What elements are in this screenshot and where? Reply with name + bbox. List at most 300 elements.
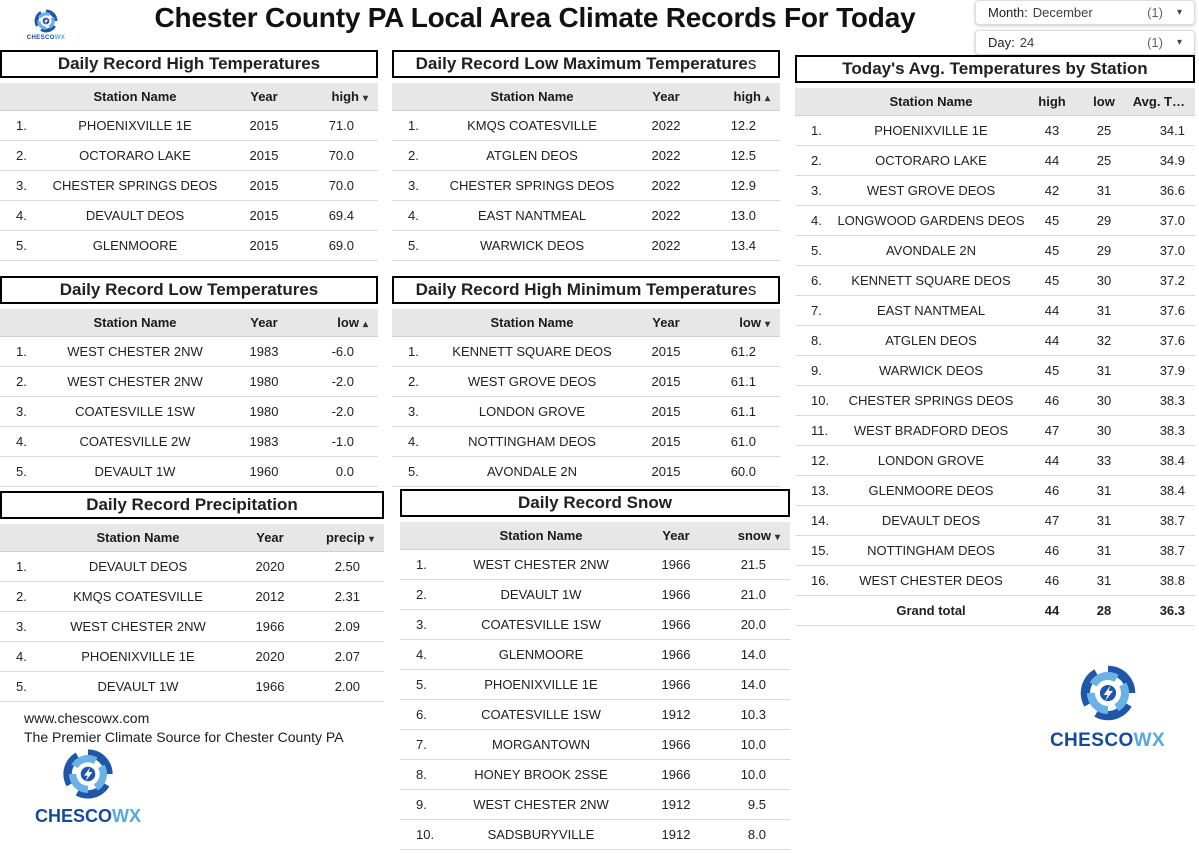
cell-avg: 38.3 <box>1129 385 1195 415</box>
cell-idx: 3. <box>400 609 442 639</box>
cell-idx: 5. <box>0 671 42 701</box>
year-column-header[interactable]: Year <box>228 309 300 336</box>
table-row <box>392 140 780 170</box>
cell-year: 1966 <box>640 669 712 699</box>
table-row <box>392 366 780 396</box>
cell-high: 47 <box>1025 505 1079 535</box>
cell-value: 21.5 <box>712 549 790 579</box>
cell-value: 61.1 <box>702 366 780 396</box>
cell-station: WEST CHESTER 2NW <box>442 549 640 579</box>
cell-year: 1980 <box>228 366 300 396</box>
cell-idx: 5. <box>0 456 42 486</box>
cell-idx: 4. <box>795 205 837 235</box>
cell-station: WEST BRADFORD DEOS <box>837 415 1025 445</box>
record-snow-table <box>400 489 790 850</box>
cell-avg: 37.0 <box>1129 205 1195 235</box>
cell-year: 2022 <box>630 140 702 170</box>
chescowx-logo-header <box>14 8 78 41</box>
filter-count: (1) <box>1147 35 1163 50</box>
cell-avg: 37.9 <box>1129 355 1195 385</box>
cell-high: 46 <box>1025 475 1079 505</box>
cell-low: 31 <box>1079 535 1129 565</box>
table-row <box>0 671 384 701</box>
cell-idx: 7. <box>400 729 442 759</box>
brand-text: CHESCOWX <box>1049 730 1166 751</box>
brand-text: CHESCOWX <box>26 35 66 41</box>
grand-total-row <box>795 595 1195 625</box>
cell-value: 70.0 <box>300 170 378 200</box>
cell-year: 1960 <box>228 456 300 486</box>
cell-year: 2015 <box>228 170 300 200</box>
record-high-table <box>0 50 378 261</box>
cell-value: 13.4 <box>702 230 780 260</box>
cell-station: NOTTINGHAM DEOS <box>837 535 1025 565</box>
cell-idx: 14. <box>795 505 837 535</box>
cell-year: 1966 <box>640 759 712 789</box>
cell-station: OCTORARO LAKE <box>837 145 1025 175</box>
index-column-header <box>0 524 42 551</box>
cell-year: 2022 <box>630 170 702 200</box>
cell-value: 12.5 <box>702 140 780 170</box>
cell-station: WEST CHESTER 2NW <box>42 336 228 366</box>
cell-idx: 2. <box>400 579 442 609</box>
cell-year: 2015 <box>630 366 702 396</box>
cell-year: 1966 <box>640 729 712 759</box>
index-column-header <box>795 88 837 115</box>
cell-year: 2015 <box>228 200 300 230</box>
table-row <box>0 200 378 230</box>
cell-station: DEVAULT DEOS <box>42 200 228 230</box>
cell-station: AVONDALE 2N <box>434 456 630 486</box>
table-row <box>795 145 1195 175</box>
table-row <box>795 295 1195 325</box>
cell-low: 29 <box>1079 235 1129 265</box>
cell-value: -2.0 <box>300 366 378 396</box>
cell-value: 69.0 <box>300 230 378 260</box>
cell-low: 31 <box>1079 175 1129 205</box>
table-row <box>0 140 378 170</box>
filter-label: Month: <box>988 5 1028 20</box>
cell-low: 30 <box>1079 265 1129 295</box>
value-column-header[interactable]: low ▴ <box>300 309 378 336</box>
cell-idx: 5. <box>795 235 837 265</box>
cell-idx: 4. <box>392 426 434 456</box>
cell-idx: 1. <box>392 336 434 366</box>
cell-station: LONDON GROVE <box>434 396 630 426</box>
station-column-header[interactable]: Station Name <box>837 88 1025 115</box>
table-row <box>392 396 780 426</box>
cell-value: 13.0 <box>702 200 780 230</box>
station-column-header[interactable]: Station Name <box>442 522 640 549</box>
table-row <box>0 170 378 200</box>
cell-high: 44 <box>1025 325 1079 355</box>
year-column-header[interactable]: Year <box>630 83 702 110</box>
value-column-header[interactable]: high ▾ <box>300 83 378 110</box>
brand-text: CHESCOWX <box>34 806 141 826</box>
cell-station: DEVAULT 1W <box>442 579 640 609</box>
station-column-header[interactable]: Station Name <box>42 83 228 110</box>
cell-idx: 1. <box>0 336 42 366</box>
cell-year: 1966 <box>640 639 712 669</box>
cell-idx: 1. <box>795 115 837 145</box>
cell-avg: 38.8 <box>1129 565 1195 595</box>
cell-year: 1966 <box>640 579 712 609</box>
table-header-row <box>0 309 378 336</box>
cell-idx: 15. <box>795 535 837 565</box>
cell-idx: 9. <box>795 355 837 385</box>
table-row <box>795 445 1195 475</box>
year-column-header[interactable]: Year <box>234 524 306 551</box>
cell-idx: 2. <box>0 581 42 611</box>
cell-avg: 37.6 <box>1129 325 1195 355</box>
cell-low: 30 <box>1079 385 1129 415</box>
cell-value: 10.0 <box>712 729 790 759</box>
grand-total-high: 44 <box>1025 595 1079 625</box>
cell-value: 10.3 <box>712 699 790 729</box>
cell-year: 1980 <box>228 396 300 426</box>
cell-station: WEST GROVE DEOS <box>434 366 630 396</box>
cell-low: 31 <box>1079 565 1129 595</box>
cell-value: 14.0 <box>712 639 790 669</box>
cell-value: 12.9 <box>702 170 780 200</box>
table-row <box>400 639 790 669</box>
table-row <box>795 355 1195 385</box>
table-title: Daily Record High Temperatures <box>0 50 378 78</box>
hurricane-swirl-icon <box>1077 662 1139 724</box>
table-row <box>795 205 1195 235</box>
cell-value: 2.07 <box>306 641 384 671</box>
cell-high: 43 <box>1025 115 1079 145</box>
cell-year: 2015 <box>630 336 702 366</box>
cell-station: COATESVILLE 2W <box>42 426 228 456</box>
cell-low: 29 <box>1079 205 1129 235</box>
record-high-min-table <box>392 276 780 487</box>
cell-station: GLENMOORE <box>42 230 228 260</box>
cell-low: 30 <box>1079 415 1129 445</box>
cell-idx: 5. <box>392 230 434 260</box>
cell-high: 45 <box>1025 235 1079 265</box>
table-row <box>0 551 384 581</box>
cell-avg: 38.7 <box>1129 535 1195 565</box>
cell-idx: 3. <box>392 396 434 426</box>
sort-arrow-icon: ▾ <box>368 533 374 545</box>
cell-value: 2.50 <box>306 551 384 581</box>
cell-station: PHOENIXVILLE 1E <box>42 110 228 140</box>
cell-value: -6.0 <box>300 336 378 366</box>
station-column-header[interactable]: Station Name <box>42 524 234 551</box>
cell-station: HONEY BROOK 2SSE <box>442 759 640 789</box>
cell-low: 25 <box>1079 145 1129 175</box>
cell-idx: 4. <box>0 641 42 671</box>
cell-value: 20.0 <box>712 609 790 639</box>
cell-value: 9.5 <box>712 789 790 819</box>
cell-value: 0.0 <box>300 456 378 486</box>
table-header-row <box>795 88 1195 115</box>
cell-idx: 8. <box>400 759 442 789</box>
table-row <box>0 426 378 456</box>
cell-year: 2015 <box>228 110 300 140</box>
cell-avg: 34.9 <box>1129 145 1195 175</box>
cell-idx: 12. <box>795 445 837 475</box>
grand-total-label: Grand total <box>837 595 1025 625</box>
cell-year: 2020 <box>234 551 306 581</box>
year-column-header[interactable]: Year <box>630 309 702 336</box>
cell-idx: 3. <box>392 170 434 200</box>
cell-year: 1966 <box>234 671 306 701</box>
table-header-row <box>400 522 790 549</box>
cell-avg: 37.6 <box>1129 295 1195 325</box>
cell-value: 14.0 <box>712 669 790 699</box>
cell-value: 2.00 <box>306 671 384 701</box>
table-row <box>400 819 790 849</box>
cell-value: 10.0 <box>712 759 790 789</box>
cell-high: 45 <box>1025 265 1079 295</box>
cell-station: DEVAULT 1W <box>42 671 234 701</box>
table-row <box>795 265 1195 295</box>
cell-station: PHOENIXVILLE 1E <box>42 641 234 671</box>
page-title: Chester County PA Local Area Climate Records For Today <box>154 2 916 33</box>
table-row <box>0 581 384 611</box>
record-low-table <box>0 276 378 487</box>
cell-idx: 3. <box>795 175 837 205</box>
cell-high: 44 <box>1025 145 1079 175</box>
cell-idx: 4. <box>0 426 42 456</box>
table-row <box>0 456 378 486</box>
cell-low: 31 <box>1079 505 1129 535</box>
cell-avg: 38.7 <box>1129 505 1195 535</box>
station-column-header[interactable]: Station Name <box>434 83 630 110</box>
cell-avg: 38.3 <box>1129 415 1195 445</box>
record-low-max-table <box>392 50 780 261</box>
cell-station: WARWICK DEOS <box>837 355 1025 385</box>
cell-idx: 2. <box>392 140 434 170</box>
table-title: Daily Record Snow <box>400 489 790 517</box>
day-filter-dropdown[interactable] <box>975 30 1195 55</box>
table-row <box>795 475 1195 505</box>
cell-station: COATESVILLE 1SW <box>442 699 640 729</box>
cell-idx: 10. <box>795 385 837 415</box>
cell-station: AVONDALE 2N <box>837 235 1025 265</box>
table-row <box>0 396 378 426</box>
chevron-down-icon[interactable]: ▾ <box>1176 37 1182 48</box>
cell-idx: 1. <box>392 110 434 140</box>
cell-low: 31 <box>1079 475 1129 505</box>
cell-idx: 5. <box>0 230 42 260</box>
chescowx-logo-footer-right <box>1040 662 1175 752</box>
cell-idx: 3. <box>0 170 42 200</box>
cell-value: 8.0 <box>712 819 790 849</box>
cell-year: 1966 <box>640 609 712 639</box>
cell-high: 44 <box>1025 445 1079 475</box>
cell-high: 45 <box>1025 205 1079 235</box>
value-column-header[interactable]: high ▴ <box>702 83 780 110</box>
cell-station: GLENMOORE <box>442 639 640 669</box>
hurricane-swirl-icon <box>33 8 59 34</box>
table-row <box>795 235 1195 265</box>
cell-station: KMQS COATESVILLE <box>42 581 234 611</box>
table-row <box>795 565 1195 595</box>
cell-station: WARWICK DEOS <box>434 230 630 260</box>
cell-value: 69.4 <box>300 200 378 230</box>
index-column-header <box>400 522 442 549</box>
table-row <box>795 325 1195 355</box>
value-column-header[interactable]: snow ▾ <box>712 522 790 549</box>
filter-label: Day: <box>988 35 1015 50</box>
month-filter-dropdown[interactable] <box>975 0 1195 25</box>
cell-idx: 7. <box>795 295 837 325</box>
year-column-header[interactable]: Year <box>228 83 300 110</box>
cell-idx: 4. <box>400 639 442 669</box>
avg-temps-table <box>795 55 1195 626</box>
filter-value: 24 <box>1019 35 1035 50</box>
cell-idx: 5. <box>392 456 434 486</box>
cell-idx: 1. <box>0 551 42 581</box>
cell-year: 1966 <box>640 549 712 579</box>
filter-value: December <box>1032 5 1093 20</box>
table-header-row <box>392 309 780 336</box>
cell-low: 31 <box>1079 355 1129 385</box>
cell-idx: 9. <box>400 789 442 819</box>
value-column-header[interactable]: precip ▾ <box>306 524 384 551</box>
cell-station: MORGANTOWN <box>442 729 640 759</box>
cell-idx: 3. <box>0 611 42 641</box>
cell-station: DEVAULT DEOS <box>837 505 1025 535</box>
table-row <box>400 729 790 759</box>
sort-arrow-icon: ▾ <box>774 531 780 543</box>
table-row <box>400 579 790 609</box>
table-row <box>392 336 780 366</box>
table-row <box>795 115 1195 145</box>
cell-year: 2020 <box>234 641 306 671</box>
cell-low: 32 <box>1079 325 1129 355</box>
hurricane-swirl-icon <box>60 746 116 802</box>
table-row <box>0 336 378 366</box>
website-url: www.chescowx.com <box>24 710 150 726</box>
table-row <box>0 110 378 140</box>
chevron-down-icon[interactable]: ▾ <box>1176 7 1182 18</box>
cell-year: 2012 <box>234 581 306 611</box>
cell-idx: 2. <box>795 145 837 175</box>
table-title: Daily Record Low Temperatures <box>0 276 378 304</box>
cell-idx: 1. <box>400 549 442 579</box>
table-header-row <box>0 83 378 110</box>
value-column-header[interactable]: low ▾ <box>702 309 780 336</box>
cell-idx: 4. <box>392 200 434 230</box>
cell-station: OCTORARO LAKE <box>42 140 228 170</box>
record-precip-table <box>0 491 384 702</box>
table-row <box>795 385 1195 415</box>
cell-station: COATESVILLE 1SW <box>442 609 640 639</box>
table-title: Today's Avg. Temperatures by Station <box>795 55 1195 83</box>
table-row <box>0 230 378 260</box>
cell-station: GLENMOORE DEOS <box>837 475 1025 505</box>
cell-year: 1983 <box>228 426 300 456</box>
index-column-header <box>392 83 434 110</box>
year-column-header[interactable]: Year <box>640 522 712 549</box>
cell-high: 46 <box>1025 535 1079 565</box>
cell-station: DEVAULT 1W <box>42 456 228 486</box>
cell-year: 1912 <box>640 819 712 849</box>
cell-year: 2015 <box>630 426 702 456</box>
cell-idx: 3. <box>0 396 42 426</box>
table-row <box>400 789 790 819</box>
cell-station: CHESTER SPRINGS DEOS <box>837 385 1025 415</box>
cell-station: WEST CHESTER 2NW <box>42 611 234 641</box>
table-row <box>392 200 780 230</box>
cell-station: WEST CHESTER 2NW <box>442 789 640 819</box>
cell-avg: 34.1 <box>1129 115 1195 145</box>
cell-station: PHOENIXVILLE 1E <box>442 669 640 699</box>
cell-year: 1912 <box>640 789 712 819</box>
station-column-header[interactable]: Station Name <box>434 309 630 336</box>
table-title: Daily Record Low Maximum Temperature s <box>392 50 780 78</box>
table-row <box>0 641 384 671</box>
cell-idx: 13. <box>795 475 837 505</box>
sort-arrow-icon: ▴ <box>362 318 368 330</box>
cell-station: EAST NANTMEAL <box>837 295 1025 325</box>
cell-year: 2015 <box>228 230 300 260</box>
cell-station: KMQS COATESVILLE <box>434 110 630 140</box>
cell-station: ATGLEN DEOS <box>837 325 1025 355</box>
cell-value: 71.0 <box>300 110 378 140</box>
table-row <box>795 505 1195 535</box>
cell-idx: 6. <box>795 265 837 295</box>
cell-value: 21.0 <box>712 579 790 609</box>
chescowx-logo-footer-left <box>28 746 148 827</box>
cell-year: 2022 <box>630 200 702 230</box>
index-column-header <box>0 309 42 336</box>
cell-value: -1.0 <box>300 426 378 456</box>
cell-idx: 4. <box>0 200 42 230</box>
cell-station: WEST CHESTER DEOS <box>837 565 1025 595</box>
cell-year: 1983 <box>228 336 300 366</box>
cell-station: CHESTER SPRINGS DEOS <box>434 170 630 200</box>
cell-avg: 37.0 <box>1129 235 1195 265</box>
cell-high: 44 <box>1025 295 1079 325</box>
cell-avg: 38.4 <box>1129 445 1195 475</box>
table-row <box>392 230 780 260</box>
cell-station: NOTTINGHAM DEOS <box>434 426 630 456</box>
station-column-header[interactable]: Station Name <box>42 309 228 336</box>
table-row <box>392 426 780 456</box>
grand-total-low: 28 <box>1079 595 1129 625</box>
table-row <box>400 669 790 699</box>
cell-station: WEST CHESTER 2NW <box>42 366 228 396</box>
high-column-header[interactable]: high <box>1025 88 1079 115</box>
cell-station: DEVAULT DEOS <box>42 551 234 581</box>
cell-low: 31 <box>1079 295 1129 325</box>
low-column-header[interactable]: low <box>1079 88 1129 115</box>
index-column-header <box>0 83 42 110</box>
cell-station: ATGLEN DEOS <box>434 140 630 170</box>
cell-high: 47 <box>1025 415 1079 445</box>
cell-value: 2.09 <box>306 611 384 641</box>
cell-high: 46 <box>1025 565 1079 595</box>
cell-station: LONGWOOD GARDENS DEOS <box>837 205 1025 235</box>
table-row <box>400 609 790 639</box>
cell-idx: 1. <box>0 110 42 140</box>
cell-low: 25 <box>1079 115 1129 145</box>
cell-low: 33 <box>1079 445 1129 475</box>
table-row <box>392 170 780 200</box>
table-header-row <box>0 524 384 551</box>
cell-value: 61.0 <box>702 426 780 456</box>
cell-station: SADSBURYVILLE <box>442 819 640 849</box>
cell-idx: 6. <box>400 699 442 729</box>
cell-idx: 16. <box>795 565 837 595</box>
avg-column-header[interactable]: Avg. T… <box>1129 88 1195 115</box>
table-row <box>0 366 378 396</box>
